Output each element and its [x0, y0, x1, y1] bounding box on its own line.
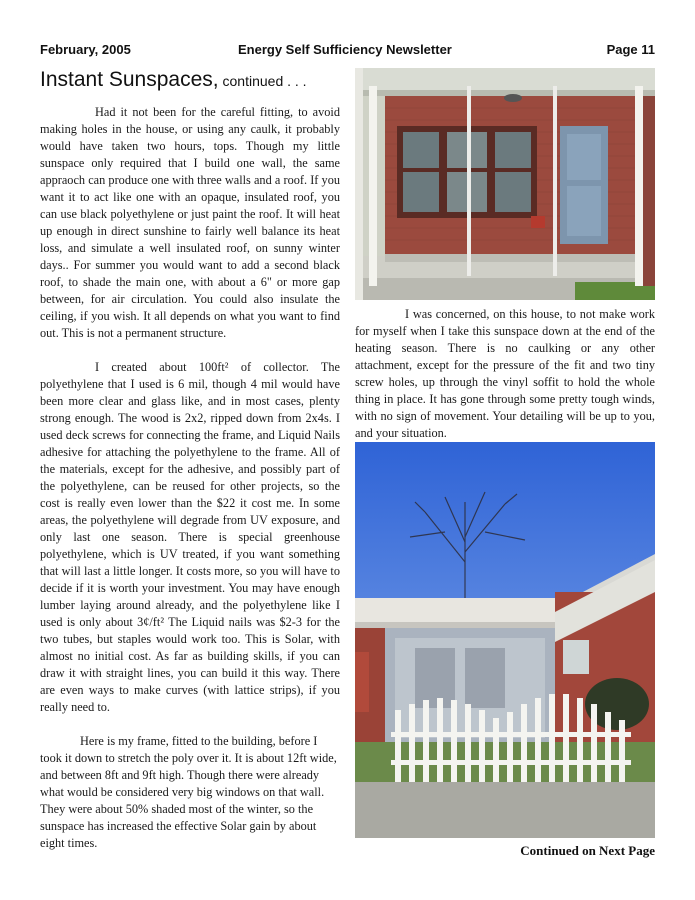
body-paragraph-4: I was concerned, on this house, to not make work for myself when I take this sunspace down at the end of the heating season. There is no caulking or any other attachment, except for the pressure of the fit and two tiny screw holes, up through the vinyl soffit to hold the whole thing in place. It has gone through some pretty tough winds, with no sign of movement. Your detailing will be up to you, and your situation.	[355, 307, 655, 440]
header-publication: Energy Self Sufficiency Newsletter	[238, 42, 452, 57]
article-title-continued: continued . . .	[218, 73, 307, 89]
header-date: February, 2005	[40, 42, 131, 57]
right-column-text	[355, 306, 655, 442]
header-page-number: Page 11	[606, 42, 655, 57]
body-paragraph-3: Here is my frame, fitted to the building, before I took it down to stretch the poly over it. It is about 12ft wide, and between 8ft and 9ft high. Though there were already what would be considered very big windows on that wall. They were about 50% shaded most of the winter, so the sunspace has increased the effective Solar gain by about eight times.	[40, 734, 337, 850]
left-column	[40, 104, 340, 869]
body-paragraph-1: Had it not been for the careful fitting, to avoid making holes in the house, or using any caulk, it probably would have taken two hours, tops. Though my little sunspace only required that I build one wall, the same appraoch can produce one with three walls and a roof. If you want it to act like one with an opaque, insulated roof, you can use black polyethylene or just paint the roof. It will heat up enough in direct sunshine to fairly well balance its heat loss, and simulate a well insulated roof, on sunny winter days.. For summer you would want to add a second black roof, to shade the main one, with about a 6" or more gap between, for air circulation. You could also insulate the ceiling, if you wish. It all depends on what you want to find out. This is not a permanent structure.	[40, 105, 340, 340]
article-title	[40, 68, 307, 92]
article-title-main: Instant Sunspaces,	[40, 68, 219, 91]
continued-on-next-page: Continued on Next Page	[520, 843, 655, 858]
body-paragraph-2: I created about 100ft² of collector. The polyethylene that I used is 6 mil, though 4 mil would have been more clear and glass like, and in most cases, plenty strong enough. The wood is 2x2, ripped down from 2x4s. I used deck screws for connecting the frame, and Liquid Nails adhesive for attaching the polyethylene to the frame. All of the materials, except for the adhesive, and possibly part of the polyethylene, can be reused for other projects, so the cost is really even lower than the $22 it cost me. In some areas, the polyethylene will degrade from UV exposure, and only last one season. There is special greenhouse polyethylene, which is UV treated, if you want something that will last a little longer. It costs more, so you will have to decide if it is worth your investment. You may have enough lumber laying around already, and the polyethylene like I used is only about 3¢/ft² The Liquid nails was $2-3 for the two tubes, but staples would work too. This is Solar, with almost no initial cost. As far as building skills, if you can draw it with straight lines, you can build it this way. There are even ways to make curves (with lattice strips), if you really need to.	[40, 360, 340, 714]
finished-sunspace-photo	[355, 442, 655, 838]
sunspace-frame-photo	[355, 68, 655, 300]
